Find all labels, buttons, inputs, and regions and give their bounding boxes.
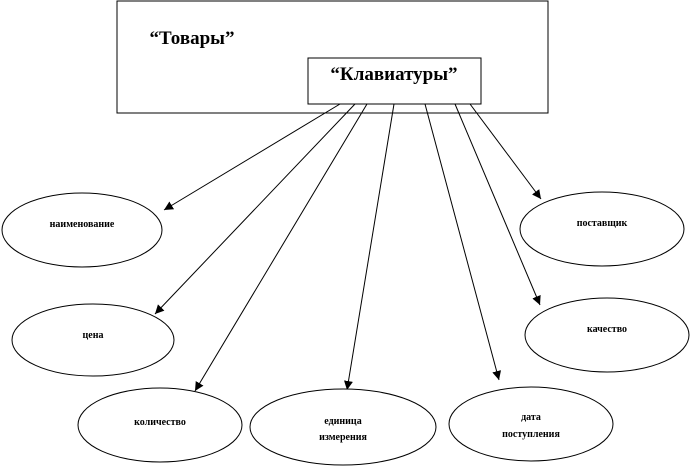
attribute-label: количество xyxy=(134,417,186,428)
attribute-ellipse xyxy=(520,192,684,266)
attribute-label: качество xyxy=(586,324,628,335)
attribute-label-line-1: дата xyxy=(521,412,541,423)
arrow-to-naimenovanie xyxy=(164,104,340,210)
attribute-kolichestvo xyxy=(78,388,242,462)
attribute-naimenovanie xyxy=(2,193,162,267)
arrow-to-kolichestvo xyxy=(195,104,367,391)
arrow-to-kachestvo xyxy=(455,104,540,305)
arrow-to-tsena xyxy=(155,104,355,314)
attribute-kachestvo xyxy=(525,298,689,372)
attribute-label: поставщик xyxy=(576,218,628,229)
inner-entity-label: “Клавиатуры” xyxy=(330,64,458,85)
connector-arrows xyxy=(155,104,541,391)
outer-entity-label: “Товары” xyxy=(149,28,235,49)
attribute-tsena xyxy=(12,304,174,376)
arrow-to-data xyxy=(425,104,499,380)
attribute-label: цена xyxy=(82,330,104,341)
attribute-ellipse xyxy=(2,193,162,267)
attribute-ellipse xyxy=(250,389,436,465)
attribute-label-line-1: единица xyxy=(324,416,362,427)
attribute-postavshchik xyxy=(520,192,684,266)
attribute-label-line-2: измерения xyxy=(319,432,367,443)
arrow-to-postavshchik xyxy=(470,104,541,199)
attribute-edinitsa xyxy=(250,389,436,465)
attribute-ellipse xyxy=(449,387,613,461)
attribute-ellipse xyxy=(525,298,689,372)
attribute-data xyxy=(449,387,613,461)
attribute-label-line-2: поступления xyxy=(502,429,560,440)
arrow-to-edinitsa xyxy=(347,104,394,390)
attribute-label: наименование xyxy=(49,219,115,230)
